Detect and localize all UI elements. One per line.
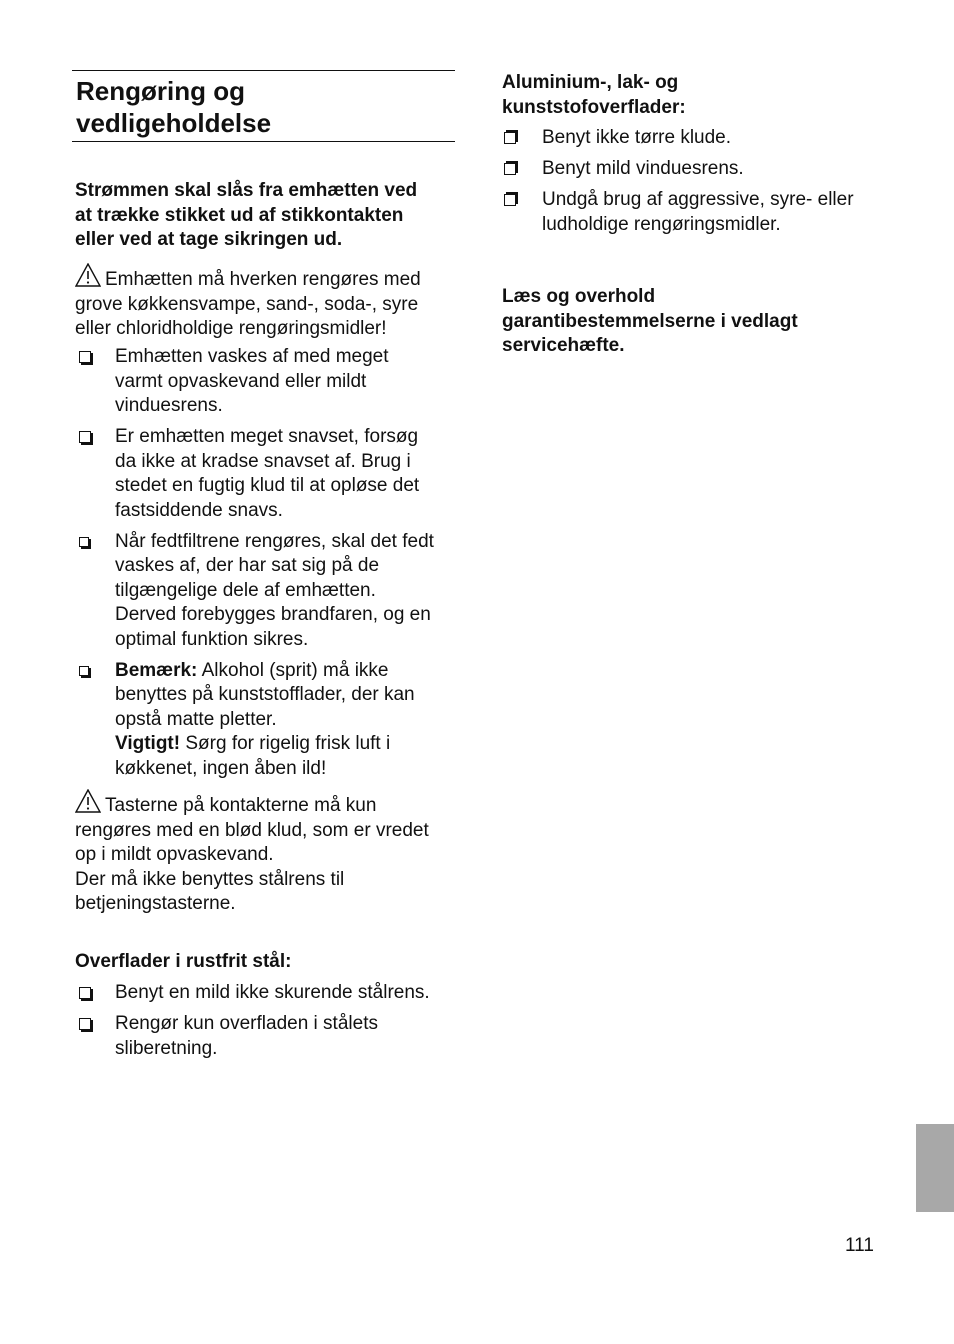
steel-surfaces-heading: Overflader i rustfrit stål: bbox=[75, 951, 292, 972]
item-line: sliberetning. bbox=[115, 1037, 218, 1059]
list-item bbox=[75, 425, 455, 523]
item-line: Alkohol (sprit) må ikke bbox=[197, 659, 389, 681]
item-line: stedet en fugtig klud til at opløse det bbox=[115, 475, 420, 496]
warning-line: eller chloridholdige rengøringsmidler! bbox=[75, 318, 387, 339]
notice-line: at trække stikket ud af stikkontakten bbox=[75, 204, 404, 226]
item-line: Emhætten vaskes af med meget bbox=[115, 346, 389, 367]
power-off-notice bbox=[75, 179, 455, 253]
item-line: Benyt ikke tørre klude. bbox=[542, 127, 732, 148]
item-line: Sørg for rigelig frisk luft i bbox=[180, 733, 391, 754]
notice-line: garantibestemmelserne i vedlagt bbox=[502, 310, 798, 332]
checkbox-bullet-icon bbox=[79, 1018, 91, 1030]
checkbox-bullet-icon bbox=[79, 987, 91, 999]
checkbox-bullet-icon bbox=[79, 351, 91, 363]
notice-line: Læs og overhold bbox=[502, 286, 656, 307]
item-line: Rengør kun overfladen i stålets bbox=[115, 1013, 378, 1034]
item-line: vinduesrens. bbox=[115, 395, 223, 416]
item-line: Undgå brug af aggressive, syre- eller bbox=[542, 189, 854, 210]
item-line: Benyt en mild ikke skurende stålrens. bbox=[115, 982, 430, 1003]
checkbox-bullet-icon bbox=[504, 194, 516, 206]
list-item bbox=[502, 126, 892, 151]
important-label: Vigtigt! bbox=[115, 733, 181, 754]
list-item bbox=[502, 188, 892, 237]
notice-line: eller ved at tage sikringen ud. bbox=[75, 229, 343, 250]
item-line: opstå matte pletter. bbox=[115, 708, 277, 730]
warning-cleaning-agents bbox=[75, 263, 455, 342]
note-label: Bemærk: bbox=[115, 659, 198, 681]
list-item bbox=[75, 659, 455, 782]
item-line: tilgængelige dele af emhætten. bbox=[115, 579, 376, 601]
warning-line: op i mildt opvaskevand. bbox=[75, 844, 274, 865]
list-item bbox=[75, 530, 455, 653]
item-line: Benyt mild vinduesrens. bbox=[542, 158, 744, 179]
item-line: Er emhætten meget snavset, forsøg bbox=[115, 426, 419, 447]
section-heading-box bbox=[72, 70, 455, 142]
notice-line: Strømmen skal slås fra emhætten ved bbox=[75, 180, 418, 201]
checkbox-bullet-icon bbox=[79, 666, 89, 676]
page-title bbox=[76, 75, 455, 139]
item-line: vaskes af, der har sat sig på de bbox=[115, 555, 380, 576]
aluminium-instructions-list bbox=[502, 126, 892, 244]
cleaning-instructions-list bbox=[75, 345, 455, 788]
list-item bbox=[75, 345, 455, 419]
notice-line: servicehæfte. bbox=[502, 335, 625, 356]
heading-line: kunststofoverflader: bbox=[502, 96, 686, 118]
checkbox-bullet-icon bbox=[79, 431, 91, 443]
item-line: køkkenet, ingen åben ild! bbox=[115, 757, 327, 779]
warning-line: Emhætten må hverken rengøres med bbox=[105, 269, 421, 290]
item-line: optimal funktion sikres. bbox=[115, 628, 309, 650]
list-item bbox=[75, 981, 455, 1006]
warning-buttons-cleaning bbox=[75, 789, 455, 917]
language-tab-marker bbox=[916, 1124, 954, 1212]
aluminium-surfaces-heading bbox=[502, 71, 892, 120]
page-number: 111 bbox=[845, 1235, 874, 1256]
item-line: fastsiddende snavs. bbox=[115, 499, 283, 521]
list-item bbox=[75, 1012, 455, 1061]
item-line: Derved forebygges brandfaren, og en bbox=[115, 604, 431, 625]
warning-icon bbox=[75, 789, 101, 813]
warning-line: rengøres med en blød klud, som er vredet bbox=[75, 819, 429, 841]
warning-line: Der må ikke benyttes stålrens til bbox=[75, 868, 345, 890]
warning-line: Tasterne på kontakterne må kun bbox=[105, 795, 377, 816]
checkbox-bullet-icon bbox=[79, 537, 89, 547]
guarantee-notice bbox=[502, 285, 892, 359]
title-line-2: vedligeholdelse bbox=[76, 108, 272, 138]
checkbox-bullet-icon bbox=[504, 163, 516, 175]
checkbox-bullet-icon bbox=[504, 132, 516, 144]
item-line: da ikke at kradse snavset af. Brug i bbox=[115, 450, 411, 472]
item-line: ludholdige rengøringsmidler. bbox=[542, 213, 781, 235]
item-line: benyttes på kunststofflader, der kan bbox=[115, 684, 415, 705]
heading-line: Aluminium-, lak- og bbox=[502, 72, 679, 93]
steel-instructions-list bbox=[75, 981, 455, 1068]
warning-line: grove køkkensvampe, sand-, soda-, syre bbox=[75, 293, 419, 315]
warning-line: betjeningstasterne. bbox=[75, 893, 236, 914]
item-line: Når fedtfiltrene rengøres, skal det fedt bbox=[115, 530, 434, 552]
list-item bbox=[502, 157, 892, 182]
item-line: varmt opvaskevand eller mildt bbox=[115, 370, 367, 392]
warning-icon bbox=[75, 263, 101, 287]
title-line-1: Rengøring og bbox=[76, 76, 245, 106]
